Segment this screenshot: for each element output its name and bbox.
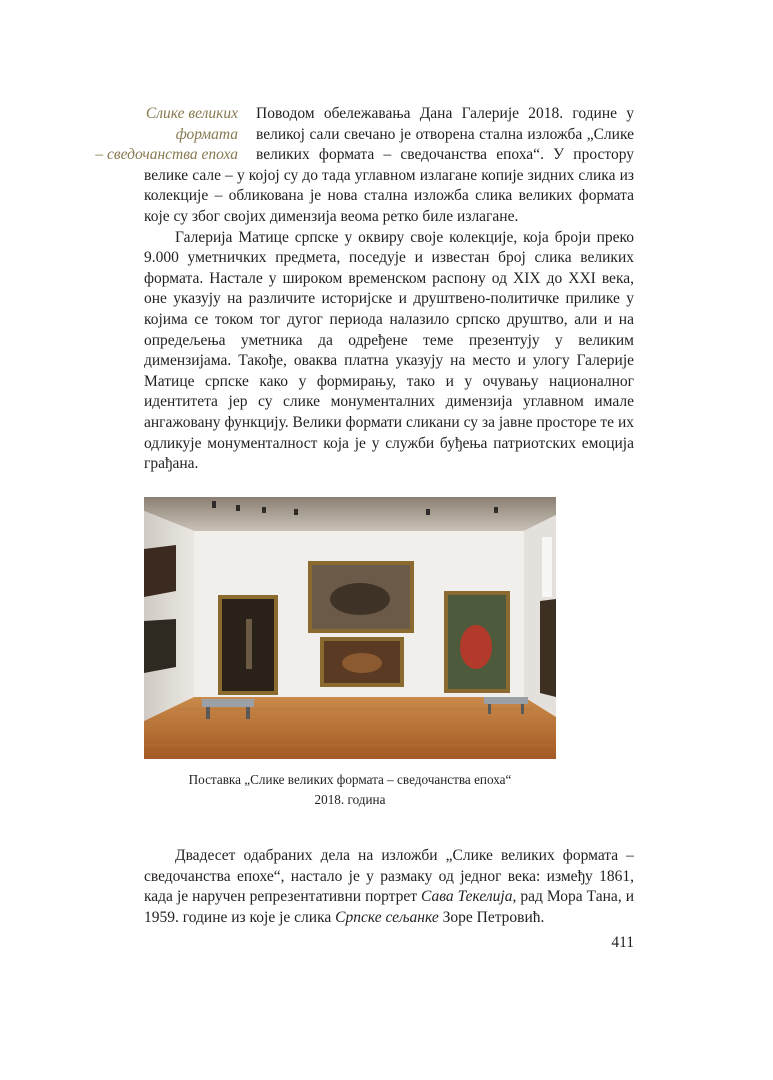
- figure-caption: [144, 770, 556, 809]
- paragraph-2: Галерија Матице српске у оквиру своје колекције, која броји преко 9.000 уметничких предмета, поседује и известан број слика великих формата. Настале у широком временском распону од XIX до XXI века, оне указују на различите историјске и друштвено-политичке прилике у којима се током тог дугог периода налазило српско друштво, али и на опредељења уметника да одређене теме презентују у великим димензијама. Такође, оваква платна указују на место и улогу Галерије Матице српске како у формирању, тако и у очувању националног идентитета јер су слике монументалних димензија углавном имале ангажовану функцију. Велики формати сликани су за јавне просторе те их одликује монументалност која је у служби буђења патриотских емоција грађана.: [144, 228, 634, 473]
- paragraph-3-part2: , рад Мора Тана, и 1959. године из које је слика: [144, 888, 634, 926]
- section-heading: [90, 104, 238, 166]
- section-heading-line1: Слике великих формата: [145, 105, 238, 143]
- gallery-hall-illustration: [144, 497, 556, 759]
- bottom-text-block: [144, 846, 634, 928]
- painting-title-srpske-seljanke: Српске сељанке: [335, 908, 439, 926]
- caption-line1: Поставка „Слике великих формата – сведочанства епоха“: [188, 772, 512, 787]
- paragraph-3-part1: Двадесет одабраних дела на изложби „Слике великих формата – сведочанства епохе“, настало је у размаку од једног века: између 1861, када је наручен репрезентативни портрет: [144, 847, 634, 906]
- gallery-photo: [144, 497, 556, 759]
- paragraph-3-part3: Зоре Петровић.: [438, 908, 545, 926]
- painting-title-sava-tekelija: Сава Текелија: [421, 888, 513, 906]
- main-text-block: [95, 104, 634, 475]
- paragraph-1: Поводом обележавања Дана Галерије 2018. године у великој сали свечано је отворена стална изложба „Слике великих формата – сведочанства епоха“. У простору велике сале – у којој су до тада углавном излагане копије зидних слика из колекције – обликована је нова стална изложба слика великих формата које су због својих димензија веома ретко биле излагане.: [144, 105, 634, 225]
- paragraph-3: [144, 846, 634, 928]
- page-number: 411: [611, 934, 634, 951]
- caption-line2: 2018. година: [314, 791, 386, 807]
- section-heading-line2: – сведочанства епоха: [95, 146, 238, 164]
